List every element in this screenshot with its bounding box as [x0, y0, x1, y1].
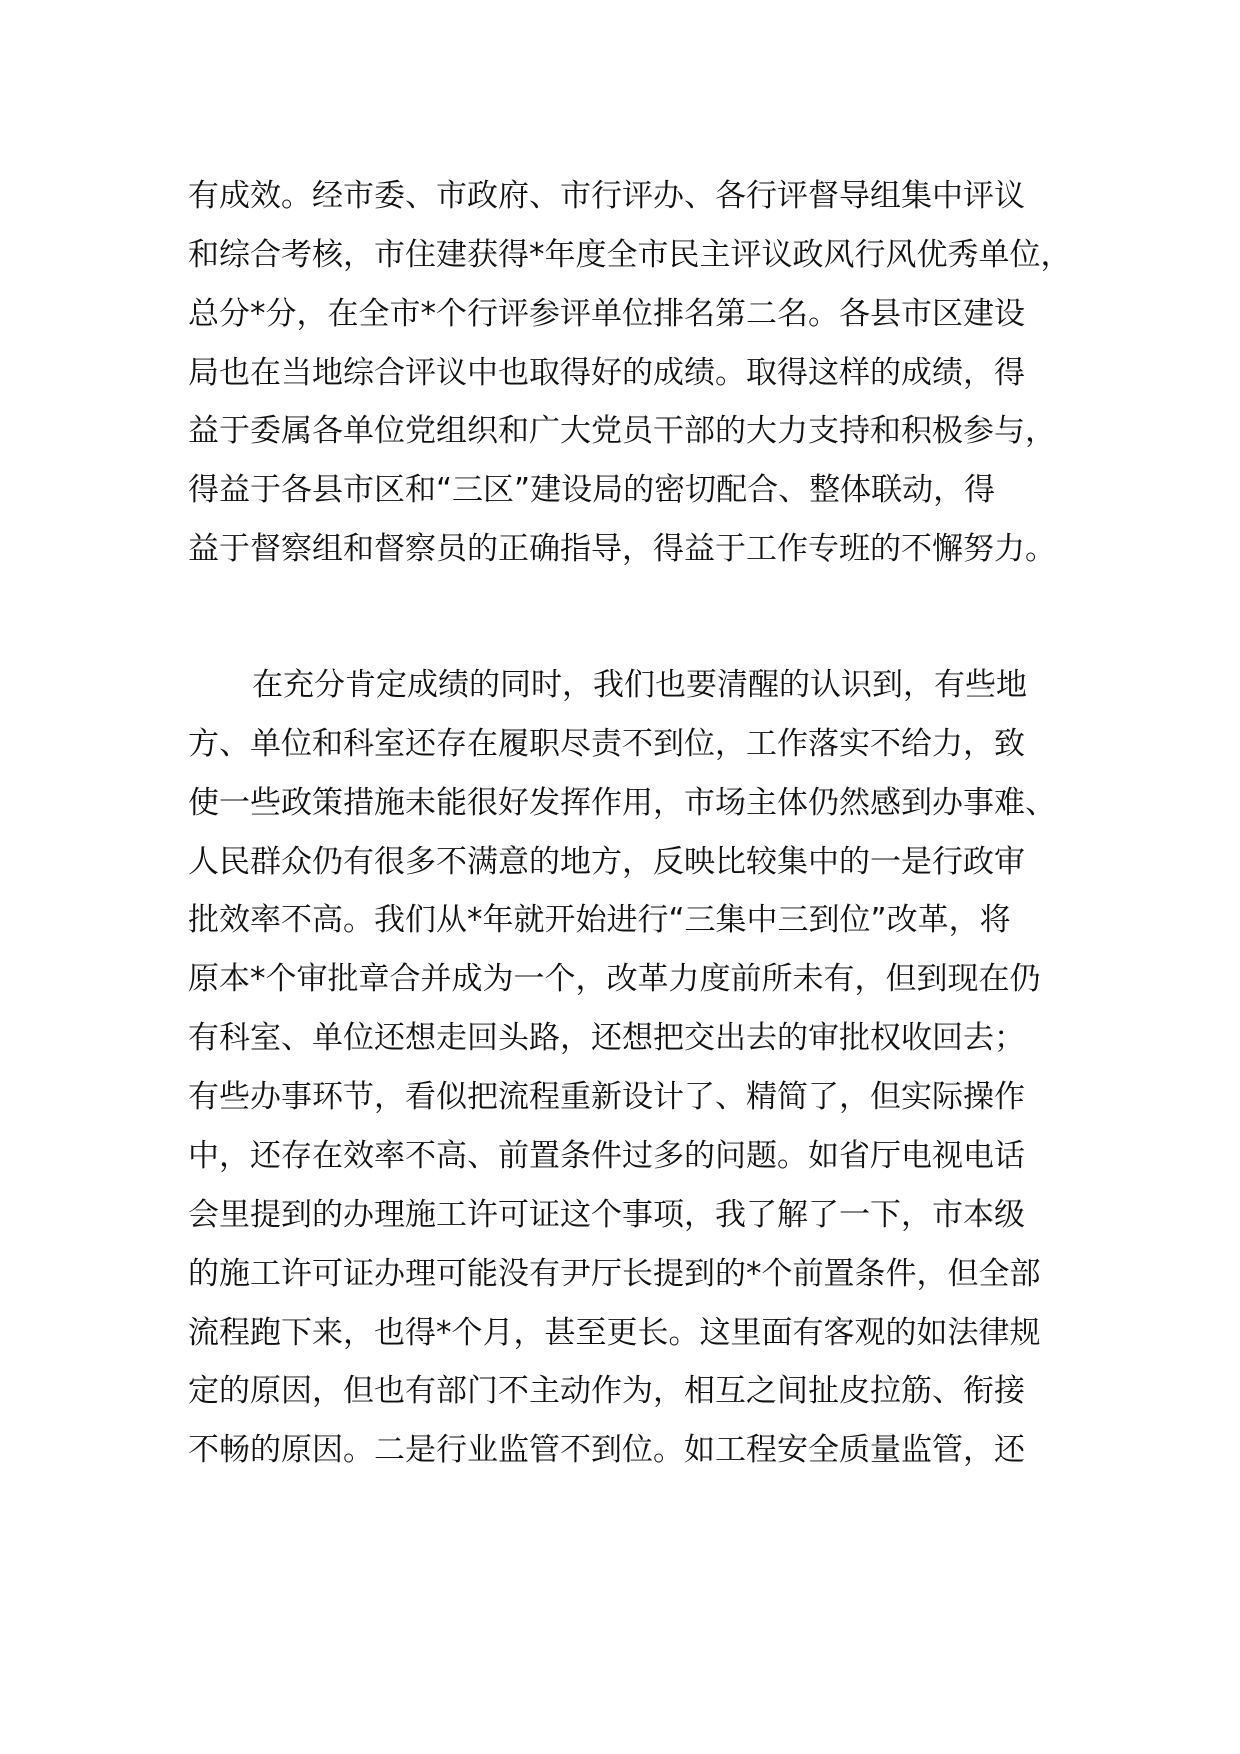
paragraph-2-line: 人民群众仍有很多不满意的地方，反映比较集中的一是行政审	[188, 844, 1025, 880]
paragraph-2-line: 原本*个审批章合并成为一个，改革力度前所未有，但到现在仍	[188, 961, 1041, 997]
paragraph-2-line: 定的原因，但也有部门不主动作为，相互之间扯皮拉筋、衔接	[188, 1373, 1025, 1409]
paragraph-2-line: 有科室、单位还想走回头路，还想把交出去的审批权收回去；	[188, 1020, 1025, 1056]
paragraph-2-line: 流程跑下来，也得*个月，甚至更长。这里面有客观的如法律规	[188, 1315, 1041, 1351]
paragraph-1-line: 益于督察组和督察员的正确指导，得益于工作专班的不懈努力。	[188, 531, 1056, 567]
paragraph-1-line: 局也在当地综合评议中也取得好的成绩。取得这样的成绩，得	[188, 355, 1025, 391]
paragraph-1-line: 有成效。经市委、市政府、市行评办、各行评督导组集中评议	[188, 178, 1025, 214]
paragraph-2-line: 的施工许可证办理可能没有尹厅长提到的*个前置条件，但全部	[188, 1256, 1041, 1292]
paragraph-2-line: 使一些政策措施未能很好发挥作用，市场主体仍然感到办事难、	[188, 785, 1056, 821]
paragraph-2-line: 在充分肯定成绩的同时，我们也要清醒的认识到，有些地	[252, 667, 1027, 703]
paragraph-2-line: 方、单位和科室还存在履职尽责不到位，工作落实不给力，致	[188, 726, 1025, 762]
paragraph-2-line: 中，还存在效率不高、前置条件过多的问题。如省厅电视电话	[188, 1138, 1025, 1174]
paragraph-1-line: 总分*分，在全市*个行评参评单位排名第二名。各县市区建设	[188, 296, 1025, 332]
paragraph-2-line: 批效率不高。我们从*年就开始进行“三集中三到位”改革，将	[188, 902, 1011, 938]
paragraph-2-line: 不畅的原因。二是行业监管不到位。如工程安全质量监管，还	[188, 1432, 1025, 1468]
paragraph-1-line: 得益于各县市区和“三区”建设局的密切配合、整体联动，得	[188, 472, 996, 508]
paragraph-1-line: 益于委属各单位党组织和广大党员干部的大力支持和积极参与，	[188, 413, 1056, 449]
paragraph-2-line: 会里提到的办理施工许可证这个事项，我了解了一下，市本级	[188, 1197, 1025, 1233]
paragraph-2-line: 有些办事环节，看似把流程重新设计了、精简了，但实际操作	[188, 1079, 1025, 1115]
paragraph-1-line: 和综合考核，市住建获得*年度全市民主评议政风行风优秀单位，	[188, 237, 1072, 273]
